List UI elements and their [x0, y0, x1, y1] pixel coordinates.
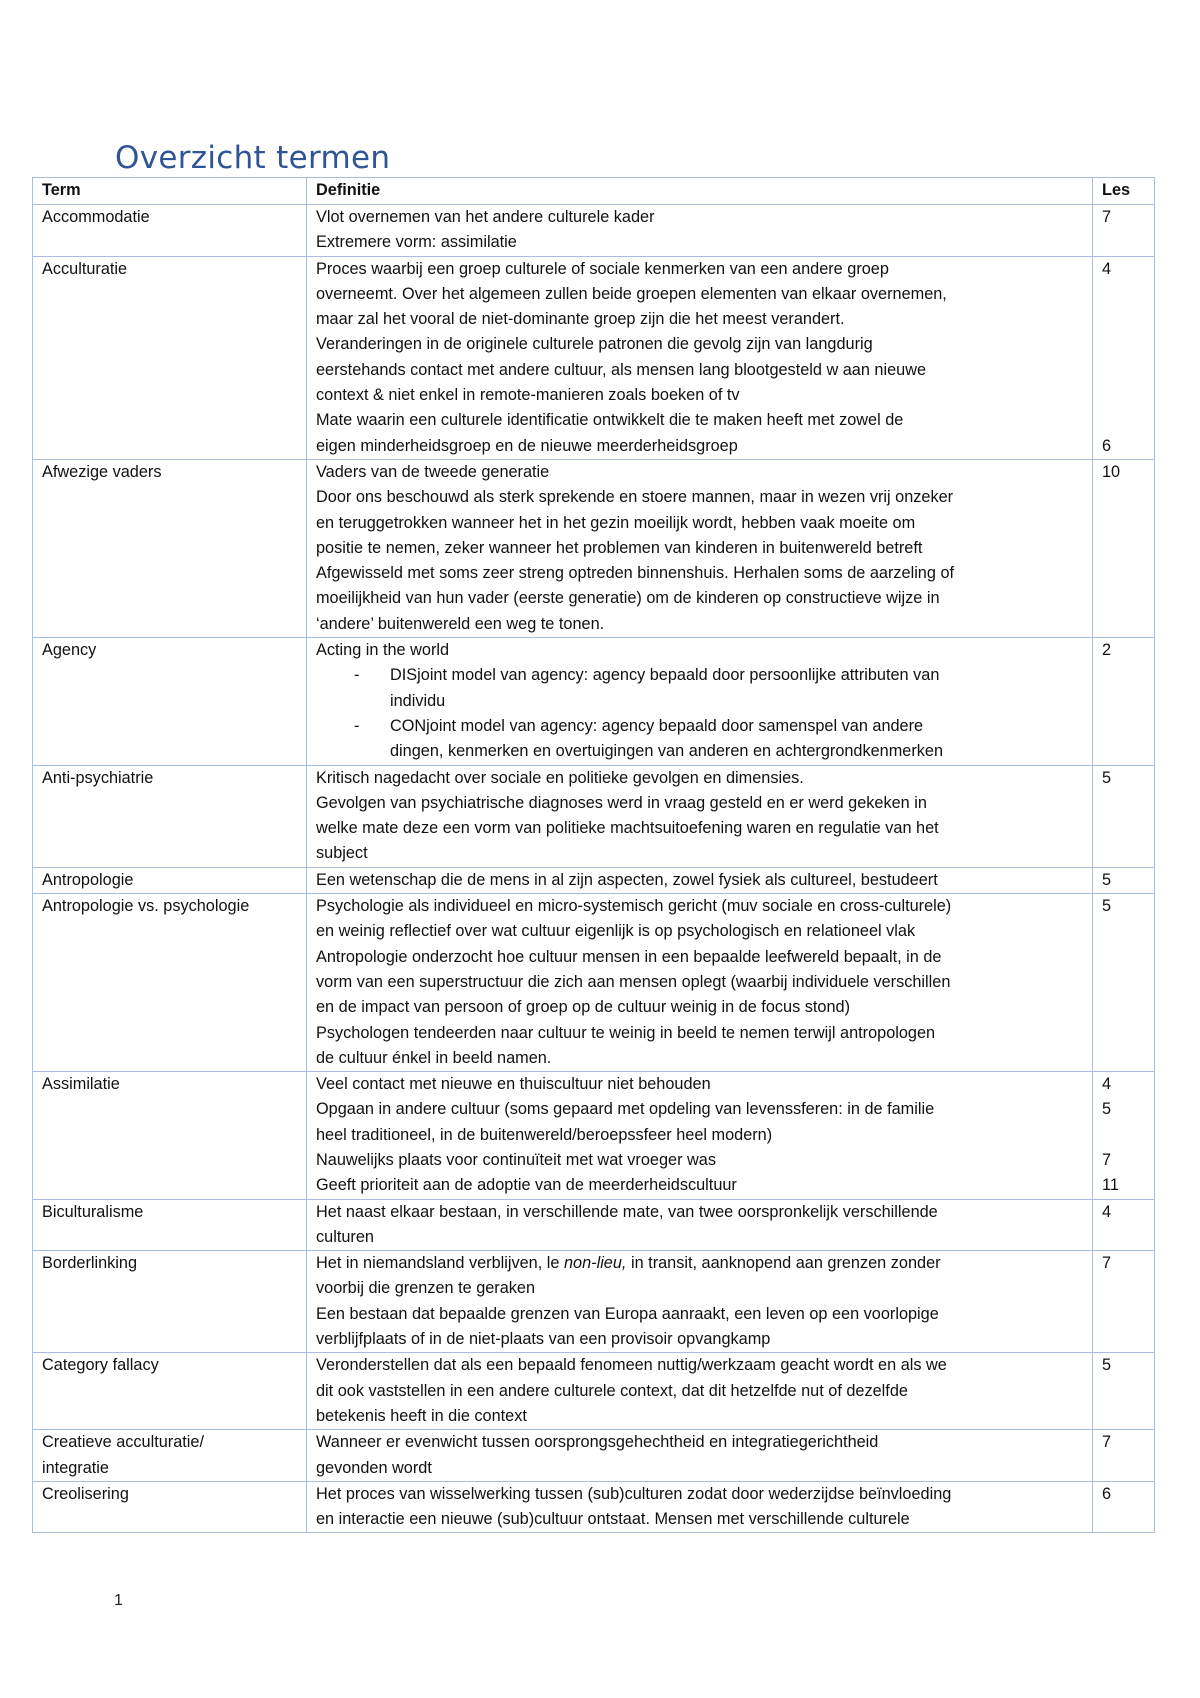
terms-table [32, 177, 1155, 1533]
definitie-line: Acting in the world [316, 641, 450, 660]
term-cell [33, 1481, 307, 1533]
les-number [1102, 282, 1146, 307]
term-text: Borderlinking [42, 1254, 138, 1273]
header-definitie: Definitie [307, 178, 1093, 205]
bullet-dash: - [354, 716, 360, 735]
definitie-line: Wanneer er evenwicht tussen oorsprongsgehechtheid en integratiegerichtheid [316, 1433, 879, 1452]
les-number: 4 [1102, 1202, 1112, 1221]
bullet-item [316, 714, 1084, 765]
les-cell [1093, 459, 1155, 637]
table-row [33, 205, 1155, 257]
table-row [33, 867, 1155, 893]
les-number: 6 [1102, 436, 1112, 455]
bullet-text [390, 663, 939, 714]
definitie-line: Mate waarin een culturele identificatie ontwikkelt die te maken heeft met zowel de [316, 411, 904, 430]
bullet-dash: - [354, 666, 360, 685]
definitie-line: gevonden wordt [316, 1458, 432, 1477]
les-number: 7 [1102, 1150, 1112, 1169]
definitie-cell [307, 1072, 1093, 1199]
les-cell [1093, 1199, 1155, 1251]
definitie-line: en weinig reflectief over wat cultuur eigenlijk is op psychologisch en relationeel vlak [316, 922, 916, 941]
definitie-line: positie te nemen, zeker wanneer het problemen van kinderen in buitenwereld betreft [316, 538, 923, 557]
les-number: 11 [1102, 1176, 1119, 1195]
definitie-text: in transit, aanknopend aan grenzen zonder [626, 1254, 941, 1273]
term-text: Anti-psychiatrie [42, 768, 154, 787]
definitie-line [316, 1251, 1084, 1276]
definitie-line: en interactie een nieuwe (sub)cultuur ontstaat. Mensen met verschillende culturele [316, 1510, 910, 1529]
header-term: Term [33, 178, 307, 205]
definitie-cell [307, 256, 1093, 459]
term-cell [33, 459, 307, 637]
term-text: Assimilatie [42, 1075, 120, 1094]
definitie-line: Kritisch nagedacht over sociale en politieke gevolgen en dimensies. [316, 768, 804, 787]
les-cell [1093, 1251, 1155, 1353]
definitie-line: Veranderingen in de originele culturele patronen die gevolg zijn van langdurig [316, 335, 873, 354]
definitie-cell [307, 1430, 1093, 1482]
term-cell [33, 1072, 307, 1199]
les-number [1102, 332, 1146, 357]
definitie-cell [307, 1353, 1093, 1430]
definitie-text: Het in niemandsland verblijven, le [316, 1254, 564, 1273]
les-number: 5 [1102, 1356, 1112, 1375]
term-text: Acculturatie [42, 259, 128, 278]
definitie-cell [307, 638, 1093, 765]
definitie-line: en teruggetrokken wanneer het in het gezin moeilijk wordt, hebben vaak moeite om [316, 513, 916, 532]
term-cell [33, 894, 307, 1072]
les-cell [1093, 1481, 1155, 1533]
definitie-cell [307, 459, 1093, 637]
definitie-line: Veronderstellen dat als een bepaald fenomeen nuttig/werkzaam geacht wordt en als we [316, 1356, 947, 1375]
definitie-line: eigen minderheidsgroep en de nieuwe meerderheidsgroep [316, 436, 738, 455]
les-cell [1093, 1430, 1155, 1482]
definitie-line: Gevolgen van psychiatrische diagnoses werd in vraag gesteld en er werd gekeken in [316, 793, 927, 812]
definitie-line: Een wetenschap die de mens in al zijn aspecten, zowel fysiek als cultureel, bestudeert [316, 870, 938, 889]
header-les: Les [1093, 178, 1155, 205]
les-number: 10 [1102, 462, 1121, 481]
table-row [33, 894, 1155, 1072]
table-row [33, 1481, 1155, 1533]
definitie-line: maar zal het vooral de niet-dominante groep zijn die het meest verandert. [316, 310, 845, 329]
les-number: 5 [1102, 1100, 1112, 1119]
les-number: 5 [1102, 870, 1112, 889]
definitie-cell [307, 1199, 1093, 1251]
term-text: Agency [42, 641, 97, 660]
bullet-line: individu [390, 691, 446, 710]
definitie-line: Veel contact met nieuwe en thuiscultuur niet behouden [316, 1075, 711, 1094]
definitie-cell [307, 1481, 1093, 1533]
les-number: 2 [1102, 641, 1112, 660]
definitie-line: culturen [316, 1227, 374, 1246]
definitie-line: heel traditioneel, in de buitenwereld/beroepssfeer heel modern) [316, 1125, 773, 1144]
les-number [1102, 383, 1146, 408]
definitie-italic-text: non-lieu, [563, 1254, 627, 1273]
term-text: Accommodatie [42, 208, 150, 226]
term-text: Antropologie vs. psychologie [42, 897, 250, 916]
les-cell [1093, 867, 1155, 893]
les-cell [1093, 1072, 1155, 1199]
les-number: 6 [1102, 1484, 1112, 1503]
les-cell [1093, 205, 1155, 257]
les-number [1102, 408, 1146, 433]
term-cell [33, 1251, 307, 1353]
table-row [33, 459, 1155, 637]
definitie-line: Geeft prioriteit aan de adoptie van de meerderheidscultuur [316, 1176, 737, 1195]
term-cell [33, 1199, 307, 1251]
page-title: Overzicht termen [115, 140, 391, 176]
definitie-line: ‘andere’ buitenwereld een weg te tonen. [316, 614, 605, 633]
definitie-line: Proces waarbij een groep culturele of sociale kenmerken van een andere groep [316, 259, 889, 278]
term-cell [33, 867, 307, 893]
les-number: 5 [1102, 897, 1112, 916]
table-row [33, 1430, 1155, 1482]
definitie-line: de cultuur énkel in beeld namen. [316, 1048, 552, 1067]
bullet-line: dingen, kenmerken en overtuigingen van anderen en achtergrondkenmerken [390, 742, 944, 761]
definitie-line: verblijfplaats of in de niet-plaats van een provisoir opvangkamp [316, 1330, 771, 1349]
definitie-line: subject [316, 844, 368, 863]
les-number [1102, 1123, 1146, 1148]
definitie-line: context & niet enkel in remote-manieren zoals boeken of tv [316, 386, 740, 405]
term-text: Creatieve acculturatie/ [42, 1433, 204, 1452]
les-cell [1093, 894, 1155, 1072]
definitie-cell [307, 894, 1093, 1072]
bullet-text [390, 714, 943, 765]
table-row [33, 1199, 1155, 1251]
definitie-line: Een bestaan dat bepaalde grenzen van Europa aanraakt, een leven op een voorlopige [316, 1304, 939, 1323]
definitie-line: voorbij die grenzen te geraken [316, 1279, 536, 1298]
definitie-line: Afgewisseld met soms zeer streng optreden binnenshuis. Herhalen soms de aarzeling of [316, 564, 955, 583]
les-number: 4 [1102, 259, 1112, 278]
definitie-cell [307, 867, 1093, 893]
definitie-line: welke mate deze een vorm van politieke machtsuitoefening waren en regulatie van het [316, 819, 939, 838]
term-cell [33, 638, 307, 765]
definitie-line: en de impact van persoon of groep op de cultuur weinig in de focus stond) [316, 998, 850, 1017]
les-cell [1093, 638, 1155, 765]
les-cell [1093, 1353, 1155, 1430]
definitie-line: vorm van een superstructuur die zich aan mensen oplegt (waarbij individuele verschillen [316, 972, 951, 991]
definitie-line: Antropologie onderzocht hoe cultuur mensen in een bepaalde leefwereld bepaalt, in de [316, 947, 942, 966]
term-text: Category fallacy [42, 1356, 159, 1375]
term-cell [33, 1430, 307, 1482]
term-cell [33, 205, 307, 257]
term-cell [33, 765, 307, 867]
les-number [1102, 307, 1146, 332]
definitie-cell [307, 1251, 1093, 1353]
term-text: Creolisering [42, 1484, 129, 1503]
definitie-cell [307, 205, 1093, 257]
definitie-line: Het naast elkaar bestaan, in verschillende mate, van twee oorspronkelijk verschillende [316, 1202, 938, 1221]
term-cell [33, 256, 307, 459]
table-row [33, 638, 1155, 765]
definitie-line: Psychologie als individueel en micro-systemisch gericht (muv sociale en cross-culturele) [316, 897, 952, 916]
bullet-line: DISjoint model van agency: agency bepaald door persoonlijke attributen van [390, 666, 940, 685]
term-text: integratie [42, 1458, 109, 1477]
definitie-line: betekenis heeft in die context [316, 1406, 527, 1425]
les-cell [1093, 765, 1155, 867]
les-number: 4 [1102, 1075, 1112, 1094]
table-header-row [33, 178, 1155, 205]
term-text: Biculturalisme [42, 1202, 144, 1221]
term-text: Antropologie [42, 870, 134, 889]
definitie-line: dit ook vaststellen in een andere culturele context, dat dit hetzelfde nut of dezelfde [316, 1381, 908, 1400]
table-row [33, 1251, 1155, 1353]
les-number [1102, 358, 1146, 383]
les-number: 7 [1102, 1433, 1112, 1452]
definitie-line: Extremere vorm: assimilatie [316, 233, 517, 252]
definitie-line: Door ons beschouwd als sterk sprekende en stoere mannen, maar in wezen vrij onzeker [316, 488, 954, 507]
definitie-line: Vlot overnemen van het andere culturele kader [316, 208, 655, 226]
definitie-cell [307, 765, 1093, 867]
definitie-line: overneemt. Over het algemeen zullen beide groepen elementen van elkaar overnemen, [316, 284, 947, 303]
bullet-line: CONjoint model van agency: agency bepaald door samenspel van andere [390, 716, 924, 735]
definitie-line: Vaders van de tweede generatie [316, 462, 550, 481]
table-row [33, 1353, 1155, 1430]
definitie-line: eerstehands contact met andere cultuur, als mensen lang blootgesteld w aan nieuwe [316, 360, 927, 379]
definitie-line: Opgaan in andere cultuur (soms gepaard met opdeling van levenssferen: in de familie [316, 1100, 935, 1119]
les-number: 7 [1102, 208, 1112, 226]
term-cell [33, 1353, 307, 1430]
definitie-line: Nauwelijks plaats voor continuïteit met wat vroeger was [316, 1150, 716, 1169]
les-cell [1093, 256, 1155, 459]
term-text: Afwezige vaders [42, 462, 162, 481]
table-row [33, 765, 1155, 867]
definitie-line: Het proces van wisselwerking tussen (sub)culturen zodat door wederzijdse beïnvloeding [316, 1484, 952, 1503]
definitie-line: moeilijkheid van hun vader (eerste generatie) om de kinderen op constructieve wijze in [316, 589, 940, 608]
page-number: 1 [114, 1592, 123, 1609]
les-number: 5 [1102, 768, 1112, 787]
bullet-item [316, 663, 1084, 714]
table-row [33, 1072, 1155, 1199]
table-row [33, 256, 1155, 459]
definitie-line: Psychologen tendeerden naar cultuur te weinig in beeld te nemen terwijl antropologen [316, 1023, 936, 1042]
les-number: 7 [1102, 1254, 1112, 1273]
